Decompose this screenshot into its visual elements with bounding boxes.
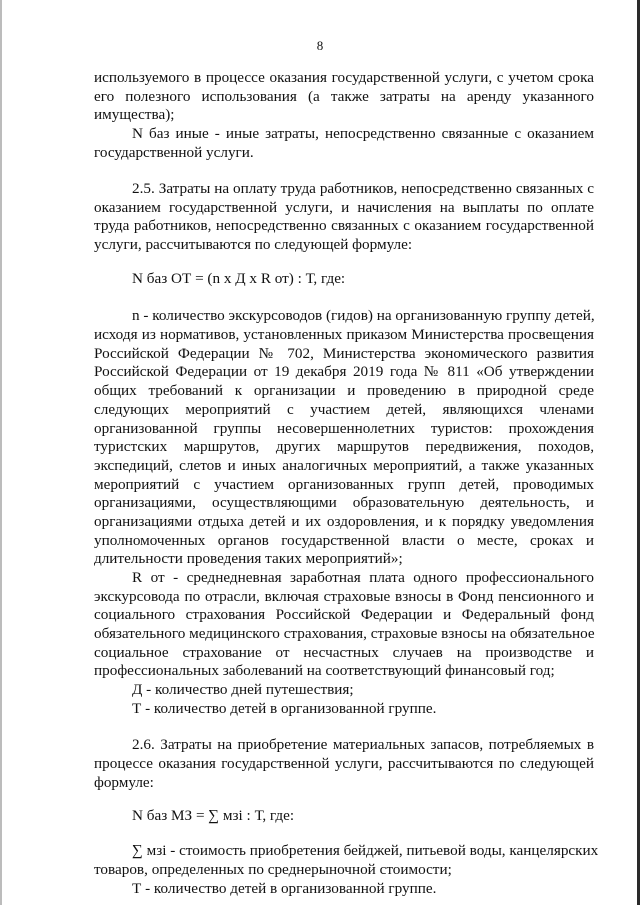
formula-mz: N баз МЗ = ∑ мзi : Т, где: xyxy=(132,807,295,824)
text-line: уполномоченных органов государственной власти о месте, сроках и xyxy=(94,532,594,549)
text-line: имущества); xyxy=(94,106,175,123)
text-line: туристских маршрутов, других маршрутов передвижения, походов, xyxy=(94,438,594,455)
formula-ot: N баз ОТ = (n х Д х R от) : Т, где: xyxy=(132,270,346,287)
text-line: мероприятий с участием организованных групп детей, проводимых xyxy=(94,476,594,493)
text-line: Т - количество детей в организованной группе. xyxy=(132,700,437,717)
text-line: R от - среднедневная заработная плата одного профессионального xyxy=(132,569,594,586)
text-line: оказанием государственной услуги, и начисления на выплаты по оплате xyxy=(94,199,594,216)
page-number: 8 xyxy=(316,38,324,53)
text-line: социального страхования Российской Федерации и Федеральный фонд xyxy=(94,606,594,623)
text-line: процессе оказания государственной услуги, рассчитываются по следующей xyxy=(94,755,594,772)
text-line: организациями отдыха детей и их оздоровления, и к порядку уведомления xyxy=(94,513,594,530)
text-line: организованной группы несовершеннолетних туристов: прохождения xyxy=(94,420,594,437)
text-line: исходя из нормативов, установленных приказом Министерства просвещения xyxy=(94,326,594,343)
text-line: товаров, определенных по среднерыночной стоимости; xyxy=(94,861,452,878)
text-line: 2.6. Затраты на приобретение материальных запасов, потребляемых в xyxy=(132,736,594,753)
text-line: его полезного использования (а также затраты на аренду указанного xyxy=(94,88,594,105)
text-line: длительности проведения таких мероприятий»; xyxy=(94,550,403,567)
text-line: 2.5. Затраты на оплату труда работников, непосредственно связанных с xyxy=(132,180,594,197)
scan-left-edge xyxy=(0,0,2,905)
text-line: Российской Федерации № 702, Министерства экономического развития xyxy=(94,345,594,362)
text-line: экскурсовода по отрасли, включая страховые взносы в Фонд пенсионного и xyxy=(94,588,594,605)
text-line: n - количество экскурсоводов (гидов) на организованную группу детей, xyxy=(132,307,595,324)
text-line: N баз иные - иные затраты, непосредственно связанные с оказанием xyxy=(132,125,594,142)
text-line: обязательного медицинского страхования, страховые взносы на обязательное xyxy=(94,625,595,642)
text-line: Российской Федерации от 19 декабря 2019 года № 811 «Об утверждении xyxy=(94,363,594,380)
text-line: социальное страхование от несчастных случаев на производстве и xyxy=(94,644,594,661)
text-line: экспедиций, слетов и иных аналогичных мероприятий, а также указанных xyxy=(94,457,594,474)
text-line: услуги, рассчитываются по следующей формуле: xyxy=(94,236,413,253)
text-line: используемого в процессе оказания государственной услуги, с учетом срока xyxy=(94,69,594,86)
text-line: Т - количество детей в организованной группе. xyxy=(132,880,437,897)
text-line: ∑ мзi - стоимость приобретения бейджей, питьевой воды, канцелярских xyxy=(132,842,599,859)
text-line: формуле: xyxy=(94,774,154,791)
text-line: Д - количество дней путешествия; xyxy=(132,681,354,698)
text-line: общих требований к организации и проведению в природной среде xyxy=(94,382,594,399)
text-line: профессиональных заболеваний на соответствующий финансовый год; xyxy=(94,662,555,679)
text-line: труда работников, непосредственно связанных с оказанием государственной xyxy=(94,217,594,234)
text-line: организациями, осуществляющими образовательную деятельность, и xyxy=(94,494,594,511)
text-line: следующих мероприятий с участием детей, являющихся членами xyxy=(94,401,594,418)
text-line: государственной услуги. xyxy=(94,144,254,161)
